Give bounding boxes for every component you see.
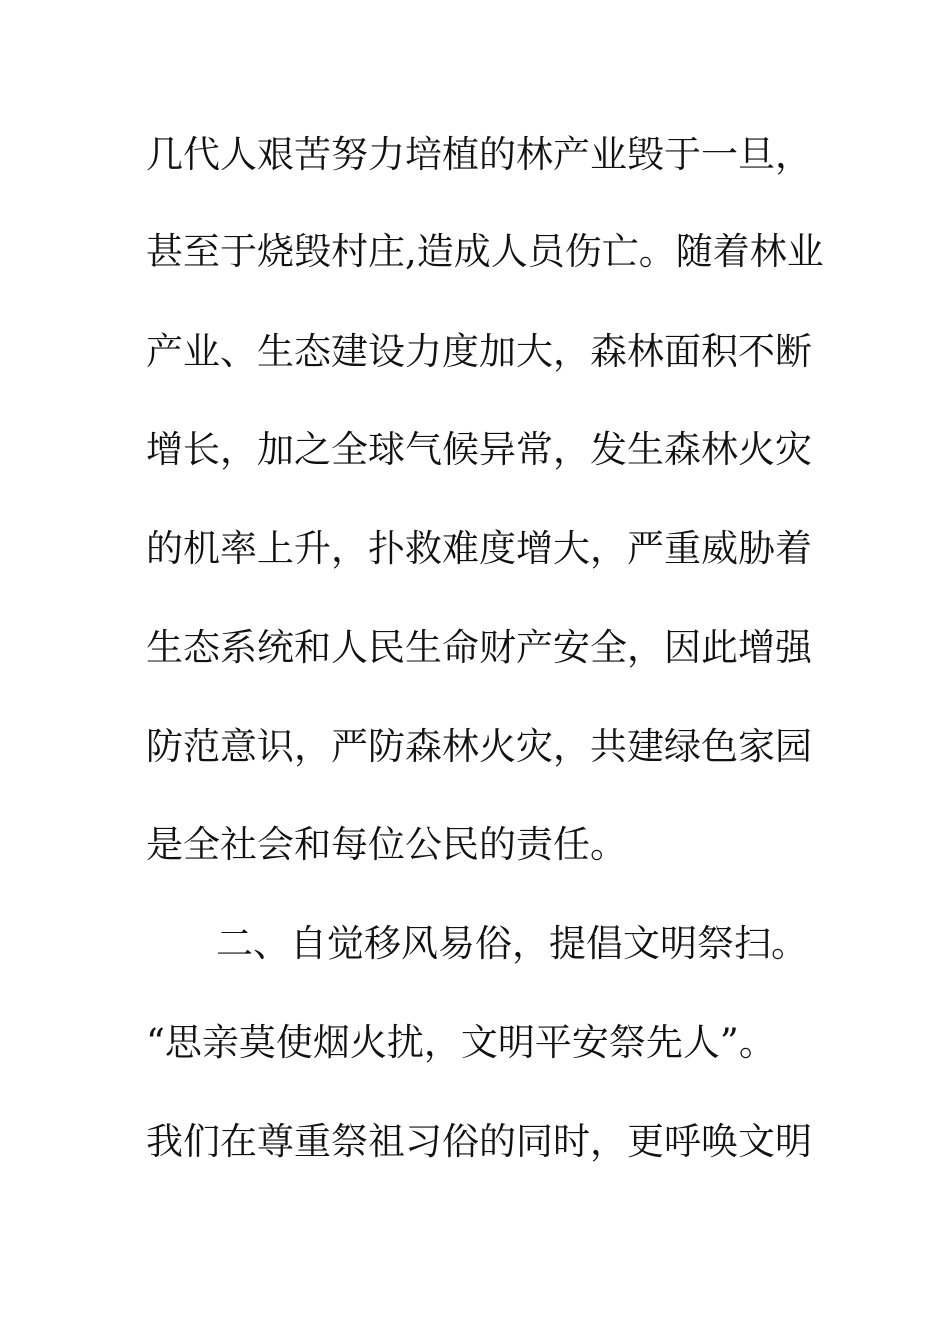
body-text-line: “思亲莫使烟火扰，文明平安祭先人”。 (146, 1021, 776, 1064)
body-text-line: 我们在尊重祭祖习俗的同时，更呼唤文明 (146, 1120, 812, 1163)
body-text-line: 防范意识，严防森林火灾，共建绿色家园 (146, 725, 812, 768)
body-text-line: 是全社会和每位公民的责任。 (146, 823, 627, 866)
section-heading: 二、自觉移风易俗，提倡文明祭扫。 (216, 922, 808, 965)
body-text-line: 生态系统和人民生命财产安全，因此增强 (146, 626, 812, 669)
body-text-line: 的机率上升，扑救难度增大，严重威胁着 (146, 527, 812, 570)
body-text-line: 产业、生态建设力度加大，森林面积不断 (146, 330, 812, 373)
body-text-line: 几代人艰苦努力培植的林产业毁于一旦， (146, 133, 812, 176)
body-text-line: 增长，加之全球气候异常，发生森林火灾 (146, 428, 812, 471)
body-text-line: 甚至于烧毁村庄,造成人员伤亡。随着林业 (146, 230, 824, 273)
